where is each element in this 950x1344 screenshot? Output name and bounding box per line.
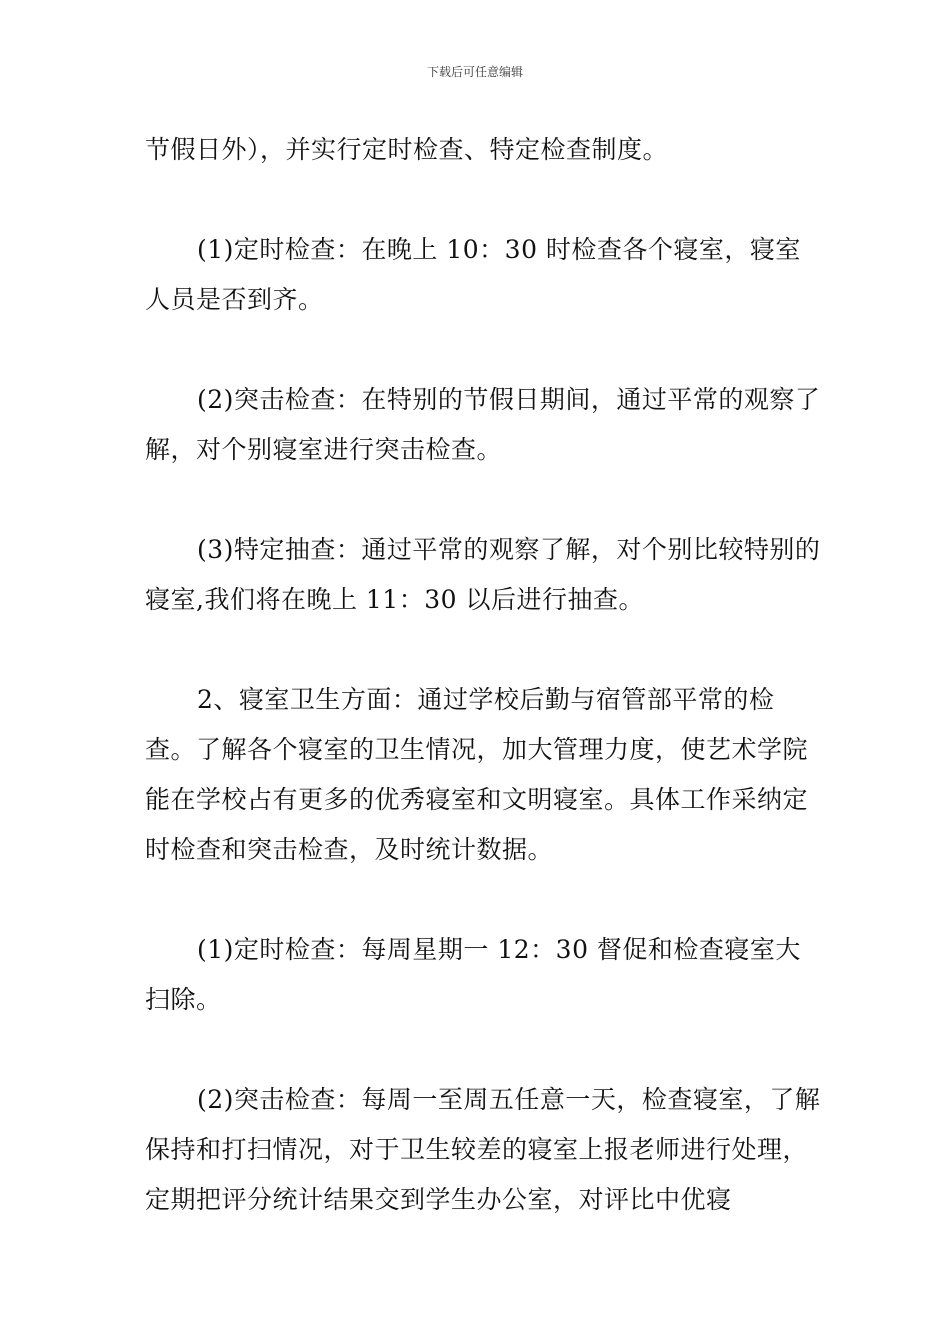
paragraph-scheduled-check: (1)定时检查：在晚上 10：30 时检查各个寝室，寝室人员是否到齐。	[145, 235, 801, 314]
paragraph-dorm-hygiene: 2、寝室卫生方面：通过学校后勤与宿管部平常的检查。了解各个寝室的卫生情况，加大管理力度，使艺术学院能在学校占有更多的优秀寝室和文明寝室。具体工作采纳定时检查和突击检查，及时统计数据。	[145, 685, 809, 864]
paragraph-hygiene-scheduled-check: (1)定时检查：每周星期一 12：30 督促和检查寝室大扫除。	[145, 935, 801, 1014]
page-header: 下载后可任意编辑	[426, 65, 523, 79]
document-body	[145, 125, 825, 1275]
paragraph-hygiene-surprise-check: (2)突击检查：每周一至周五任意一天，检查寝室，了解保持和打扫情况，对于卫生较差的寝室上报老师进行处理，定期把评分统计结果交到学生办公室，对评比中优寝	[145, 1085, 821, 1214]
paragraph-continued: 节假日外），并实行定时检查、特定检查制度。	[145, 135, 669, 164]
paragraph-surprise-check: (2)突击检查：在特别的节假日期间，通过平常的观察了解，对个别寝室进行突击检查。	[145, 385, 821, 464]
paragraph-spot-check: (3)特定抽查：通过平常的观察了解，对个别比较特别的寝室,我们将在晚上 11：30 以后进行抽查。	[145, 535, 821, 614]
